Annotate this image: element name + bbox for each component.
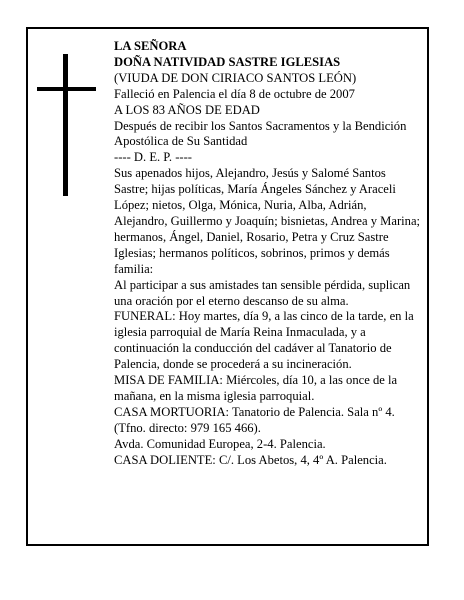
death-date: Falleció en Palencia el día 8 de octubre de 2007 <box>114 86 355 101</box>
request: Al participar a sus amistades tan sensible pérdida, suplican una oración por el eterno descanso de su alma. <box>114 277 411 308</box>
heading-title: LA SEÑORA <box>114 39 187 53</box>
mourning-home: CASA DOLIENTE: C/. Los Abetos, 4, 4º A. Palencia. <box>114 452 387 467</box>
obituary-text <box>114 39 421 468</box>
dep: ---- D. E. P. ---- <box>114 150 192 165</box>
sacraments: Después de recibir los Santos Sacramentos y la Bendición Apostólica de Su Santidad <box>114 118 407 149</box>
family: Sus apenados hijos, Alejandro, Jesús y Salomé Santos Sastre; hijas políticas, María Ángeles Sánchez y Araceli López; nietos, Olga, Mónica, Nuria, Alba, Adrián, Alejandro, Guillermo y Joaquín; bisnietas, Andrea y Marina; hermanos, Ángel, Daniel, Rosario, Petra y Cruz Sastre Iglesias; hermanos políticos, sobrinos, primos y demás familia: <box>114 166 421 276</box>
age: A LOS 83 AÑOS DE EDAD <box>114 102 260 117</box>
cross-icon-horizontal <box>37 87 96 91</box>
deceased-name: DOÑA NATIVIDAD SASTRE IGLESIAS <box>114 54 341 69</box>
family-mass: MISA DE FAMILIA: Miércoles, día 10, a las once de la mañana, en la misma iglesia parroquial. <box>114 373 398 403</box>
mortuary: CASA MORTUORIA: Tanatorio de Palencia. Sala nº 4. (Tfno. directo: 979 165 466). <box>114 404 395 435</box>
funeral: FUNERAL: Hoy martes, día 9, a las cinco de la tarde, en la iglesia parroquial de María Reina Inmaculada, y a continuación la conducción del cadáver al Tanatorio de Palencia, donde se procederá a su incineración. <box>114 309 414 372</box>
widow-of: (VIUDA DE DON CIRIACO SANTOS LEÓN) <box>114 70 357 85</box>
mortuary-address: Avda. Comunidad Europea, 2-4. Palencia. <box>114 436 326 451</box>
cross-icon-vertical <box>63 54 68 196</box>
